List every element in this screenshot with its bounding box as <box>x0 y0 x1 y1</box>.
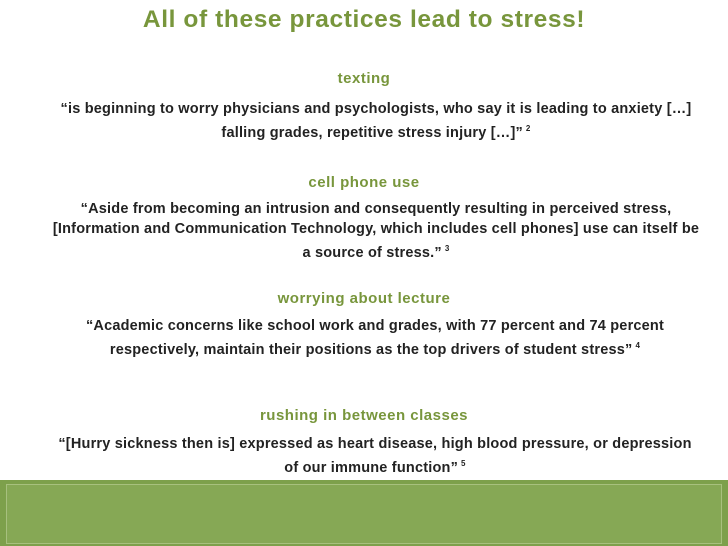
section-quote-texting <box>58 99 694 143</box>
footer-panel <box>6 484 722 544</box>
section-quote-cell-phone <box>52 199 700 263</box>
reference-number: 3 <box>444 244 450 253</box>
reference-number: 2 <box>525 124 531 133</box>
section-quote-lecture <box>54 316 696 360</box>
reference-number: 4 <box>635 341 641 350</box>
section-quote-rushing <box>54 434 696 478</box>
quote-text: “is beginning to worry physicians and psychologists, who say it is leading to anxiety […] falling grades, repetitive stress injury […]” <box>60 101 692 141</box>
quote-text: “Aside from becoming an intrusion and consequently resulting in perceived stress, [Information and Communication Technology, which includes cell phones] use can itself be a source of stress.” <box>52 201 700 261</box>
quote-text: “Academic concerns like school work and grades, with 77 percent and 74 percent respectively, maintain their positions as the top drivers of student stress” <box>85 318 665 358</box>
slide-title: All of these practices lead to stress! <box>142 6 586 33</box>
section-heading-rushing: rushing in between classes <box>259 407 469 424</box>
section-heading-cell-phone: cell phone use <box>308 174 420 191</box>
section-heading-lecture: worrying about lecture <box>277 290 451 307</box>
section-heading-texting: texting <box>337 70 391 87</box>
reference-number: 5 <box>461 459 466 468</box>
quote-text: “[Hurry sickness then is] expressed as heart disease, high blood pressure, or depression of our immune function” <box>58 436 692 476</box>
